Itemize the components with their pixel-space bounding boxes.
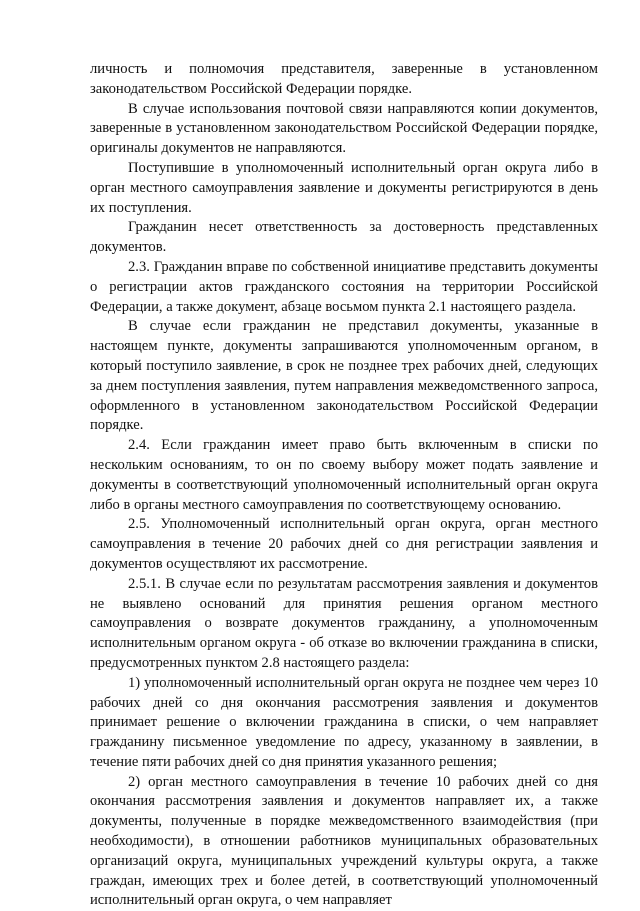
paragraph-8: 2.5. Уполномоченный исполнительный орган округа, орган местного самоуправления в течение 20 рабочих дней со дня регистрации заявления и документов осуществляют их рассмотрение. [90,516,598,572]
paragraph-1: личность и полномочия представителя, заверенные в установленном законодательством Российской Федерации порядке. [90,61,598,97]
paragraph-5: 2.3. Гражданин вправе по собственной инициативе представить документы о регистрации актов гражданского состояния на территории Российской Федерации, а также документ, абзаце восьмом пункта 2.1 настоящего раздела. [90,258,598,315]
paragraph-10: 1) уполномоченный исполнительный орган округа не позднее чем через 10 рабочих дней со дня окончания рассмотрения заявления и документов принимает решение о включении гражданина в списки, о чем направляет гражданину письменное уведомление по адресу, указанному в заявлении, в течение пяти рабочих дней со дня принятия указанного решения; [90,674,598,770]
paragraph-9: 2.5.1. В случае если по результатам рассмотрения заявления и документов не выявлено оснований для принятия решения органом местного самоуправления о возврате документов гражданину, а уполномоченным исполнительным органом округа - об отказе во включении гражданина в списки, предусмотренных пунктом 2.8 настоящего раздела: [90,575,598,671]
paragraph-11: 2) орган местного самоуправления в течение 10 рабочих дней со дня окончания рассмотрения заявления и документов направляет их, а также документы, полученные в порядке межведомственного взаимодействия (при необходимости), в отношении работников муниципальных образовательных организаций округа, муниципальных учреждений культуры округа, а также граждан, имеющих трех и более детей, в соответствующий уполномоченный исполнительный орган округа, о чем направляет [90,773,598,909]
document-page [90,60,598,911]
paragraph-2: В случае использования почтовой связи направляются копии документов, заверенные в установленном законодательством Российской Федерации порядке, оригиналы документов не направляются. [90,100,598,157]
paragraph-4: Гражданин несет ответственность за достоверность представленных документов. [90,219,598,256]
paragraph-7: 2.4. Если гражданин имеет право быть включенным в списки по нескольким основаниям, то он по своему выбору может подать заявление и документы в соответствующий уполномоченный исполнительный орган округа либо в органы местного самоуправления по соответствующему основанию. [90,437,598,513]
paragraph-6: В случае если гражданин не представил документы, указанные в настоящем пункте, документы запрашиваются уполномоченным органом, в который поступило заявление, в срок не позднее трех рабочих дней, следующих за днем поступления заявления, путем направления межведомственного запроса, оформленного в установленном законодательством Российской Федерации порядке. [90,318,598,434]
paragraph-3: Поступившие в уполномоченный исполнительный орган округа либо в орган местного самоуправления заявление и документы регистрируются в день их поступления. [90,159,598,216]
